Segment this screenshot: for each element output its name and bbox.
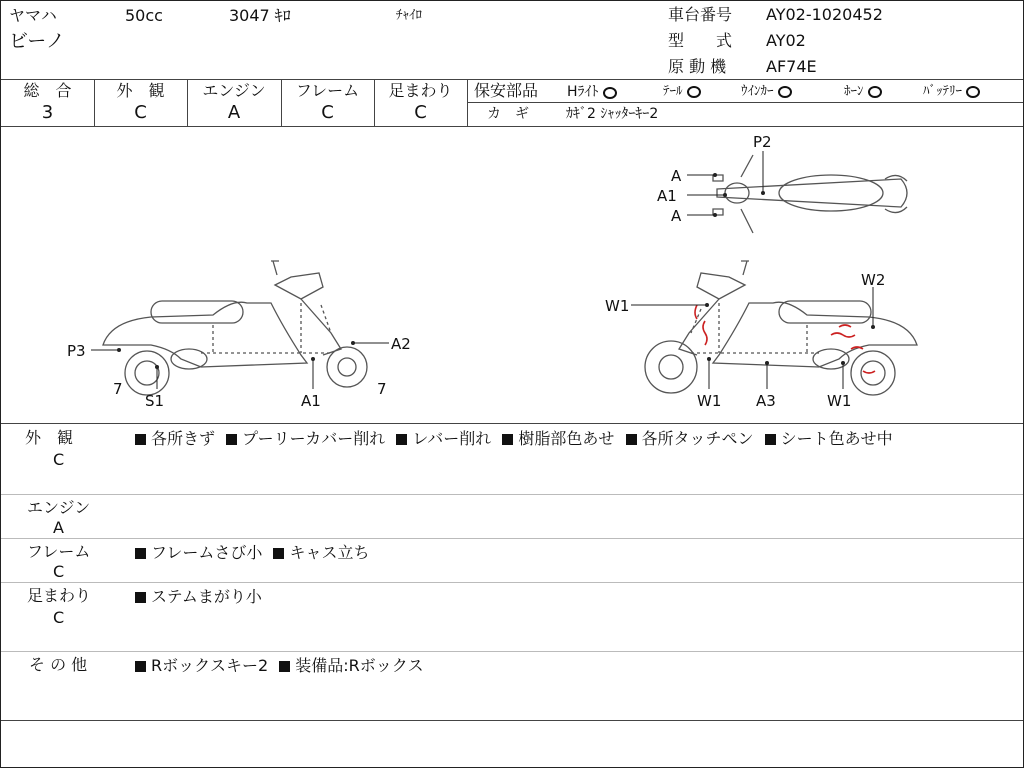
maker: ヤマハ [9, 6, 57, 25]
header-divider [1, 79, 1023, 80]
bullet-square-icon [226, 434, 237, 445]
grade-overall-label: 総 合 [23, 81, 72, 100]
bullet-square-icon [279, 661, 290, 672]
grade-exterior-label: 外 観 [116, 81, 165, 100]
grade-suspension-value: C [414, 102, 427, 123]
cond-other-items: Rボックスキー2 装備品:Rボックス [135, 655, 1015, 677]
engine-value: AF74E [766, 57, 817, 76]
bullet-square-icon [135, 661, 146, 672]
bullet-square-icon [502, 434, 513, 445]
type-value: AY02 [766, 31, 806, 50]
key-label: カ ギ [487, 106, 529, 122]
cond-frame-items: フレームさび小 キャス立ち [135, 542, 1015, 564]
grade-engine-label: エンジン [202, 81, 266, 100]
diagram-divider [1, 423, 1023, 424]
ok-circle-icon [868, 86, 882, 98]
label-a3: A3 [756, 392, 776, 410]
frame-no-label: 車台番号 [668, 5, 733, 24]
bullet-square-icon [765, 434, 776, 445]
grade-overall-value: 3 [41, 102, 54, 123]
row-divider [1, 651, 1023, 652]
engine-label: 原 動 機 [668, 57, 727, 76]
safety-item-winker: ｳｲﾝｶｰ [741, 83, 792, 101]
label-a1-top: A1 [657, 187, 677, 205]
label-a-top: A [671, 167, 682, 185]
cond-frame-category: フレーム [27, 542, 91, 561]
safety-item-battery: ﾊﾞｯﾃﾘｰ [923, 83, 980, 101]
frame-no-value: AY02-1020452 [766, 5, 883, 24]
label-a-bottom: A [671, 207, 682, 225]
bullet-square-icon [135, 434, 146, 445]
cond-suspension-grade: C [53, 608, 65, 627]
grade-suspension-label: 足まわり [388, 81, 453, 100]
safety-item-headlight: Hﾗｲﾄ [567, 83, 617, 101]
ok-circle-icon [966, 86, 980, 98]
bullet-square-icon [626, 434, 637, 445]
row-divider [1, 582, 1023, 583]
color: ﾁｬｲﾛ [396, 8, 422, 23]
label-w1-rear: W1 [827, 392, 852, 410]
model-name: ビーノ [9, 30, 65, 52]
cond-other-category: そ の 他 [29, 655, 88, 674]
ok-circle-icon [778, 86, 792, 98]
cond-engine-category: エンジン [27, 498, 91, 517]
bullet-square-icon [135, 548, 146, 559]
grade-engine-value: A [227, 102, 241, 123]
cond-suspension-category: 足まわり [27, 586, 92, 605]
type-label: 型 式 [668, 31, 733, 50]
cond-exterior-category: 外 観 [25, 428, 74, 447]
ok-circle-icon [687, 86, 701, 98]
grade-exterior-value: C [134, 102, 147, 123]
scooter-top-view [713, 155, 907, 233]
safety-divider [467, 102, 1023, 103]
row-divider [1, 538, 1023, 539]
mileage: 3047 ｷﾛ [229, 6, 291, 25]
label-s1: S1 [145, 392, 165, 410]
scooter-left-view [103, 261, 367, 395]
row-divider [1, 494, 1023, 495]
label-a1-left: A1 [301, 392, 321, 410]
safety-item-tail: ﾃｰﾙ [663, 83, 701, 101]
safety-label: 保安部品 [474, 81, 539, 100]
label-w1-front: W1 [697, 392, 722, 410]
cond-frame-grade: C [53, 562, 65, 581]
damage-diagram [1, 127, 1023, 423]
key-value: ｶｷﾞ2 ｼｬｯﾀｰｷｰ2 [566, 106, 659, 122]
grade-frame-value: C [321, 102, 334, 123]
cond-suspension-items: ステムまがり小 [135, 586, 1015, 608]
bullet-square-icon [135, 592, 146, 603]
displacement: 50cc [125, 6, 163, 25]
label-w2: W2 [861, 271, 886, 289]
label-a2: A2 [391, 335, 411, 353]
ok-circle-icon [603, 87, 617, 99]
cond-exterior-grade: C [53, 450, 65, 469]
cond-engine-grade: A [53, 518, 64, 537]
grade-frame-label: フレーム [295, 81, 360, 100]
safety-item-horn: ﾎｰﾝ [844, 83, 882, 101]
label-p3: P3 [67, 342, 86, 360]
bottom-divider [1, 720, 1023, 721]
label-7-right: 7 [377, 380, 387, 398]
bullet-square-icon [273, 548, 284, 559]
bullet-square-icon [396, 434, 407, 445]
label-7-left: 7 [113, 380, 123, 398]
cond-exterior-items: 各所きず プーリーカバー削れ レバー削れ 樹脂部色あせ 各所タッチペン シート色あせ中 [135, 428, 1015, 450]
label-p2: P2 [753, 133, 772, 151]
label-w1-upper: W1 [605, 297, 630, 315]
